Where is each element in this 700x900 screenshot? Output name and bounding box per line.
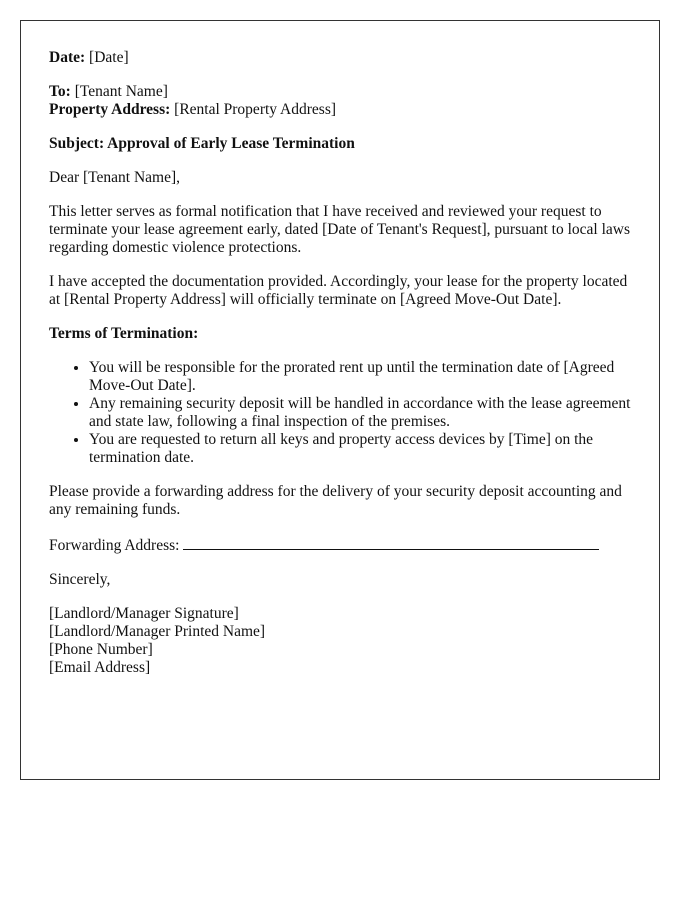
paragraph-notification: This letter serves as formal notification that I have received and reviewed your request to terminate your lease agreement early, dated [Date of Tenant's Request], pursuant to local laws regarding domestic violence protections. [49,203,631,256]
paragraph-acceptance: I have accepted the documentation provided. Accordingly, your lease for the property located at [Rental Property Address] will officially terminate on [Agreed Move-Out Date]. [49,273,628,308]
phone-line: [Phone Number] [49,641,153,658]
property-address-value: [Rental Property Address] [174,101,337,118]
letter-document [20,20,660,780]
to-value: [Tenant Name] [74,83,168,100]
forwarding-address-label: Forwarding Address: [49,537,180,554]
date-value: [Date] [89,49,129,66]
property-address-line [49,101,631,119]
recipient-block [49,83,631,119]
terms-heading-text: Terms of Termination: [49,325,199,342]
subject-text: Subject: Approval of Early Lease Termination [49,135,355,152]
subject-line [49,135,631,153]
terms-list-item: • Any remaining security deposit will be handled in accordance with the lease agreement and state law, following a final inspection of the premises. [89,395,631,431]
sign-off: Sincerely, [49,571,111,588]
to-label: To: [49,83,71,100]
email-line: [Email Address] [49,659,151,676]
signature-block [49,605,631,677]
terms-list-item: • You are requested to return all keys and property access devices by [Time] on the termination date. [89,431,631,467]
property-address-label: Property Address: [49,101,171,118]
paragraph-forwarding-request: Please provide a forwarding address for the delivery of your security deposit accounting and any remaining funds. [49,483,622,518]
date-line [49,49,631,67]
terms-list-item: • You will be responsible for the prorated rent up until the termination date of [Agreed Move-Out Date]. [89,359,631,395]
signature-line: [Landlord/Manager Signature] [49,605,239,622]
date-label: Date: [49,49,86,66]
forwarding-address-line [49,535,631,555]
forwarding-address-blank [183,535,599,550]
salutation: Dear [Tenant Name], [49,169,181,186]
terms-heading [49,325,631,343]
to-line [49,83,631,101]
printed-name-line: [Landlord/Manager Printed Name] [49,623,266,640]
terms-list [49,359,631,467]
